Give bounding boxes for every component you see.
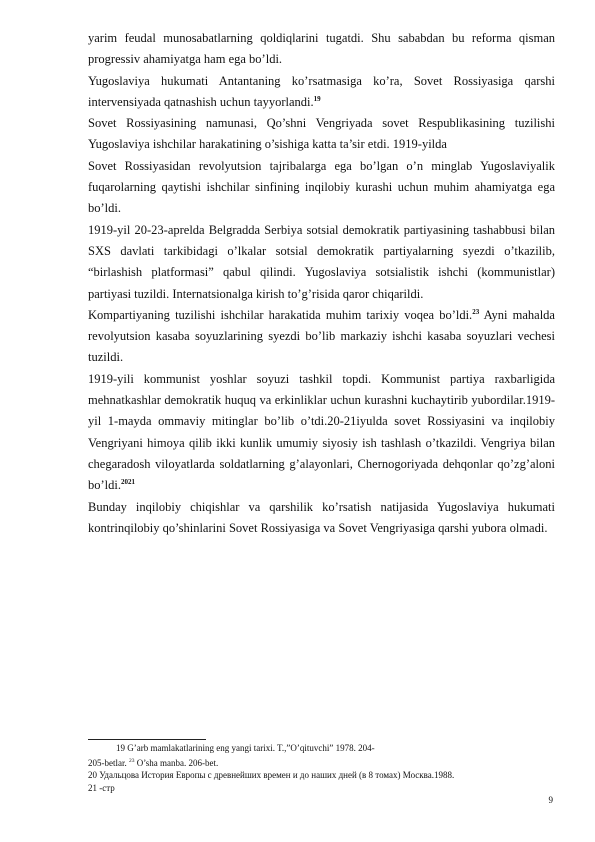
paragraph xyxy=(88,113,555,156)
paragraph-text: Sovet Rossiyasidan revolyutsion tajribalarga ega bo’lgan o’n minglab Yugoslaviyalik fuqarolarning qaytishi ishchilar sinfining inqilobiy kurashi uchun muhim ahamiyatga ega bo’ldi. xyxy=(88,158,555,216)
footnote-21: 21 -стр xyxy=(88,782,115,793)
footnote-19: 19 G’arb mamlakatlarining eng yangi tarixi. T.,”O’qituvchi” 1978. 204- xyxy=(116,743,375,753)
footnote-19-cont: 205-betlar. $^{23}$ O’sha manba. 206-bet. xyxy=(88,757,219,768)
paragraph-text: Bunday inqilobiy chiqishlar va qarshilik ko’rsatish natijasida Yugoslaviya hukumati kontrinqilobiy qo’shinlarini Sovet Rossiyasiga va Sovet Vengriyasiga qarshi yubora olmadi. xyxy=(88,499,555,535)
paragraph xyxy=(88,156,555,220)
paragraph-text: yarim feudal munosabatlarning qoldiqlarini tugatdi. Shu sababdan bu reforma qisman progressiv ahamiyatga ham ega bo’ldi. xyxy=(88,31,555,67)
paragraph-text: Kompartiyaning tuzilishi ishchilar harakatida muhim tarixiy voqea bo’ldi. xyxy=(88,307,473,322)
paragraph-text: 1919-yili kommunist yoshlar soyuzi tashkil topdi. Kommunist partiya raxbarligida mehnatkashlar demokratik huquq va erkinliklar uchun kurashni kuchaytirib yubordilar.1919-yil 1-mayda ommaviy mitinglar bo’lib o’tdi.20-21iyulda sovet Rossiyasini va inqilobiy Vengriyani himoya qilib ikki kunlik umumiy siyosiy ish tashlash o’tkazildi. Vengriya bilan chegaradosh viloyatlarda soldatlarning g’alayonlari, Chernogoriyada dehqonlar qo’zg’aloni bo’ldi. xyxy=(88,371,555,493)
paragraph xyxy=(88,305,555,369)
body-text xyxy=(88,28,555,539)
paragraph xyxy=(88,220,555,305)
paragraph xyxy=(88,497,555,540)
paragraph-text: 1919-yil 20-23-aprelda Belgradda Serbiya sotsial demokratik partiyasining tashabbusi bilan SXS davlati tarkibidagi o’lkalar sotsial demokratik partiyalarning syezdi o’tkazilib, “birlashish platformasi” qabul qilindi. Yugoslaviya sotsialistik ishchi (kommunistlar) partiyasi tuzildi. Internatsionalga kirish to’g’risida qaror chiqarildi. xyxy=(88,222,555,301)
paragraph-text: Sovet Rossiyasining namunasi, Qo’shni Vengriyada sovet Respublikasining tuzilishi Yugoslaviya ishchilar harakatining o’sishiga katta ta’sir etdi. 1919-yilda xyxy=(88,116,555,152)
footnote-divider xyxy=(88,739,206,740)
page-number: 9 xyxy=(548,795,553,805)
paragraph-text: Ayni mahalda revolyutsion kasaba soyuzlarining syezdi bo’lib markaziy ishchi kasaba soyuzlari vechesi tuzildi. xyxy=(88,307,555,365)
footnote-ref: 23 xyxy=(472,307,480,316)
footnote-ref: 19 xyxy=(313,94,321,103)
paragraph-text: Yugoslaviya hukumati Antantaning ko’rsatmasiga ko’ra, Sovet Rossiyasiga qarshi intervensiyada qatnashish uchun tayyorlandi. xyxy=(88,73,555,109)
footnote-ref: 2021 xyxy=(120,478,135,487)
footnote-20: 20 Удальцова История Европы с древнейших времен и до наших дней (в 8 томах) Москва.1988. xyxy=(88,770,455,780)
paragraph xyxy=(88,369,555,497)
footnotes xyxy=(88,742,558,794)
paragraph xyxy=(88,28,555,71)
paragraph xyxy=(88,71,555,114)
